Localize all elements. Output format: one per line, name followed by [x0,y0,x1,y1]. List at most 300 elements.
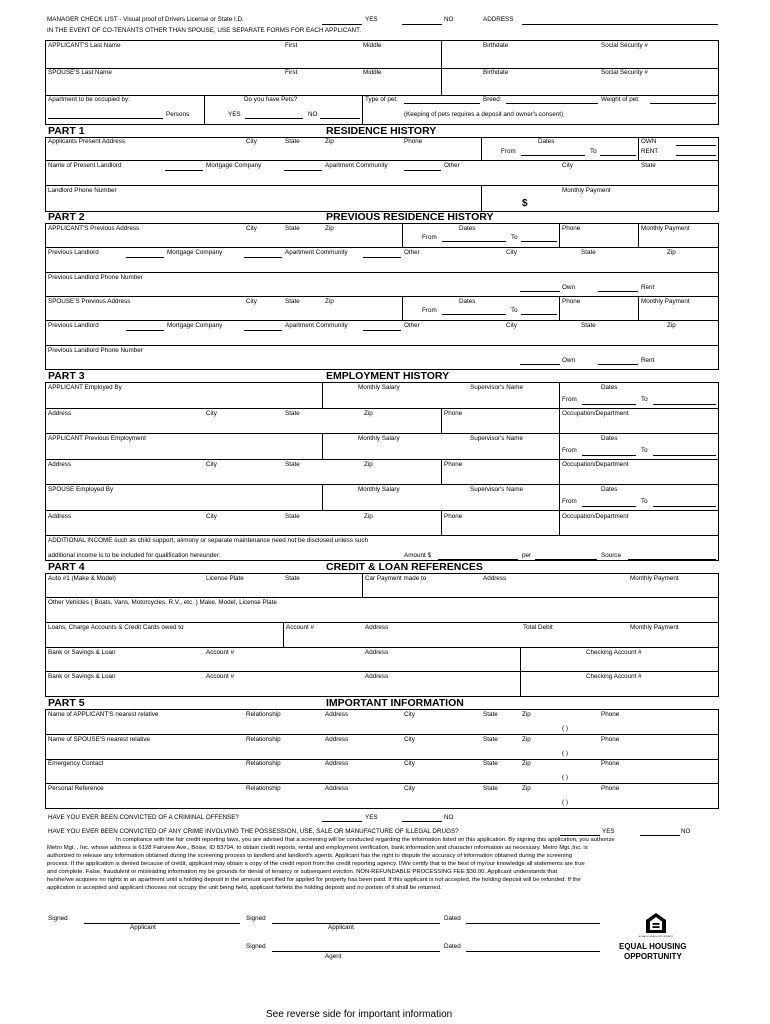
ssn-label: Social Security # [601,42,648,49]
to-line[interactable] [653,404,716,405]
rule [45,484,719,485]
ref-zip-label: Zip [522,711,531,718]
checklist-no-label: NO [444,16,454,23]
spouse-middle-name-label: Middle [363,69,382,76]
apartment-occupied-label: Apartment to be occupied by: [48,96,130,103]
rule [45,382,719,383]
loan-account-label: Account # [286,624,315,631]
to-line[interactable] [600,155,636,156]
rule [45,709,719,710]
phone-label: Phone [404,138,423,145]
spouse-apt-community-label: Apartment Community [285,322,348,329]
rule [45,783,719,784]
landlord-state-label: State [641,162,656,169]
prev-landlord-zip-label: Zip [667,249,676,256]
rule [204,95,205,124]
bank-label: Bank or Savings & Loan [48,673,116,680]
prev-phone-label: Phone [562,225,581,232]
present-landlord-label: Name of Present Landlord [48,162,122,169]
spouse-landlord-zip-label: Zip [667,322,676,329]
auto-state-label: State [285,575,300,582]
additional-income-note: ADDITIONAL INCOME such as child support, alimony or separate maintenance need not be disclosed unless such [48,537,369,544]
legal-line: Metro Mgt. , Inc. whose address is 6128 Fairview Ave., Boise, ID 83704, to obtain credit reports, rental and employment verification, bank information and character information as necessary. Metro Mgt.,Inc. is [47,845,588,851]
dated-label-2: Dated [444,943,461,950]
first-name-label: First [285,42,298,49]
rule [322,382,323,408]
spouse-prev-city-label: City [246,298,257,305]
spouse-birthdate-label: Birthdate [483,69,509,76]
prev-dates-label: Dates [459,225,476,232]
criminal-yes-line[interactable] [322,821,362,822]
monthly-salary-label: Monthly Salary [358,486,400,493]
rule [362,95,363,124]
area-code: ( ) [562,725,568,732]
part5-title: IMPORTANT INFORMATION [326,697,464,709]
dated-label: Dated [444,915,461,922]
from-label: From [562,498,577,505]
landlord-city-label: City [562,162,573,169]
agent-signature-line[interactable] [272,951,440,952]
spouse-landlord-phone-label: Previous Landlord Phone Number [48,347,143,354]
rule [45,223,46,369]
spouse-prev-phone-label: Phone [562,298,581,305]
rule [45,160,719,161]
checklist-yes-label: YES [365,16,378,23]
rule [45,345,719,346]
spouse-prev-address-label: SPOUSE'S Previous Address [48,298,131,305]
prev-mortgage-check-line[interactable] [126,257,164,258]
legal-line: process. If the application is denied because of credit, applicant may obtain a copy of the credit report from the credit reporting agency. I/We certify that to the best of my/our knowledge all statements are true [47,861,585,867]
amount-label: Amount $ [404,552,431,559]
rule [45,510,719,511]
checklist-address-label: ADDRESS [483,16,514,23]
per-line[interactable] [535,559,597,560]
rule [45,137,46,211]
loan-address-label: Address [365,624,389,631]
applicant-signature-line[interactable] [84,923,240,924]
spouse-apt-check-line[interactable] [244,330,282,331]
rule [45,185,719,186]
occupation-label: Occupation/Department [562,513,629,520]
agent-caption: Agent [325,953,342,960]
dates-label: Dates [538,138,555,145]
from-line[interactable] [521,155,585,156]
own-label: OWN [641,138,657,145]
rule [520,647,521,696]
middle-name-label: Middle [363,42,382,49]
prev-other-check-line[interactable] [363,257,401,258]
employer-address-label: Address [48,461,72,468]
prev-landlord-city-label: City [506,249,517,256]
apt-community-label: Apartment Community [325,162,388,169]
agent-date-line[interactable] [466,951,600,952]
drugs-no-line[interactable] [640,835,680,836]
legal-line: In compliance with the fair credit reporting laws, you are advised that a screening will be conducted regarding the information listed on this application. By signing this application, you authorize [116,837,615,843]
rule [441,459,442,484]
present-address-label: Applicants Present Address [48,138,126,145]
rule [559,382,560,433]
monthly-payment-label: Monthly Payment [562,187,611,194]
equal-housing-icon [638,912,674,940]
signed-label: Signed [48,915,68,922]
rule [45,247,719,248]
rule [441,40,442,95]
pets-yes-label: YES [228,111,241,118]
prev-mortgage-label: Mortgage Company [167,249,223,256]
part4-label: PART 4 [48,561,85,573]
rule [559,296,560,320]
legal-line: application is accepted and applicant chooses not occupy the unit being held, applicant forfeits the holding deposit and no portion of it shall be returned. [47,885,442,891]
spouse-prev-dates-label: Dates [459,298,476,305]
rule [45,137,719,138]
prev-apt-check-line[interactable] [244,257,282,258]
bank-address-label: Address [365,673,389,680]
to-label: To [641,447,648,454]
legal-line: authorized to release any information obtained during the screening process to landlord and landlord's agents. Applicant has the right to dispute the accuracy of information obtained during the screening [47,853,573,859]
applicant-date-line[interactable] [466,923,600,924]
spouse-ssn-label: Social Security # [601,69,648,76]
prev-rent-line[interactable] [598,291,638,292]
employer-phone-label: Phone [444,410,463,417]
spouse-landlord-city-label: City [506,322,517,329]
rule [45,433,719,434]
applicant-last-name-label: APPLICANT'S Last Name [48,42,121,49]
rule [559,484,560,535]
supervisor-label: Supervisor's Name [470,384,523,391]
drugs-yes-label: YES [602,828,615,835]
ref-address-label: Address [325,736,349,743]
rule [638,223,639,247]
rule [638,296,639,320]
to-label: To [590,148,597,155]
monthly-salary-label: Monthly Salary [358,435,400,442]
part5-label: PART 5 [48,697,85,709]
relationship-label: Relationship [246,785,281,792]
drugs-question: HAVE YOU EVER BEEN CONVICTED OF ANY CRIME INVOLVING THE POSSESSION, USE, SALE OR MANUFACTURE OF ILLEGAL DRUGS? [48,828,459,835]
applicant-caption: Applicant [130,924,156,931]
ref-zip-label: Zip [522,785,531,792]
rule [45,459,719,460]
rent-label: RENT [641,148,659,155]
pets-yes-line[interactable] [245,118,303,119]
rule [441,510,442,535]
ref-address-label: Address [325,760,349,767]
spouse-prev-state-label: State [285,298,300,305]
pets-note: (Keeping of pets requires a deposit and owner's consent) [404,111,564,118]
persons-line[interactable] [48,118,163,119]
supervisor-label: Supervisor's Name [470,435,523,442]
prev-rent-label: Rent [641,284,655,291]
ref-phone-label: Phone [601,760,620,767]
rule [45,647,719,648]
checklist-yes-line[interactable] [322,24,362,25]
total-debit-label: Total Debit [523,624,553,631]
prev-landlord-state-label: State [581,249,596,256]
area-code: ( ) [562,799,568,806]
loans-label: Loans, Charge Accounts & Credit Cards owed to [48,624,184,631]
apt-community-check-line[interactable] [284,170,322,171]
from-line[interactable] [582,455,636,456]
dollar-sign: $ [522,198,528,209]
checking-account-label: Checking Account # [586,673,642,680]
pet-type-line[interactable] [404,103,480,104]
ref-phone-label: Phone [601,785,620,792]
employer-state-label: State [285,410,300,417]
pets-no-line[interactable] [320,118,360,119]
other-vehicles-label: Other Vehicles ( Boats, Vans, Motorcycles, R.V., etc. ) Make, Model, License Plate [48,599,277,606]
to-line[interactable] [653,455,716,456]
pets-question: Do you have Pets? [244,96,298,103]
spouse-prev-to-label: To [511,307,518,314]
spouse-prev-from-line[interactable] [442,314,506,315]
svg-text:EQUAL HOUSING OPPORTUNITY: EQUAL HOUSING OPPORTUNITY [638,936,674,938]
rule [322,484,323,510]
own-line[interactable] [676,145,716,146]
pet-weight-label: Weight of pet: [601,96,640,103]
license-plate-label: License Plate [206,575,244,582]
rule [45,40,719,41]
part4-title: CREDIT & LOAN REFERENCES [326,561,483,573]
checklist-no-line[interactable] [402,24,442,25]
applicant-employed-label: APPLICANT Employed By [48,384,122,391]
signed-label-3: Signed [246,943,266,950]
other-check-line[interactable] [404,170,441,171]
prev-address-label: APPLICANT'S Previous Address [48,225,140,232]
employer-zip-label: Zip [364,461,373,468]
rent-line[interactable] [676,155,716,156]
rule [45,408,719,409]
pet-type-label: Type of pet: [365,96,398,103]
footer-note: See reverse side for important information [266,1009,453,1020]
city-label: City [246,138,257,145]
criminal-no-label: NO [444,814,454,821]
ref-phone-label: Phone [601,736,620,743]
criminal-no-line[interactable] [402,821,442,822]
ref-zip-label: Zip [522,760,531,767]
car-payment-address-label: Address [483,575,507,582]
employer-address-label: Address [48,410,72,417]
employer-city-label: City [206,410,217,417]
rule [45,535,719,536]
prev-to-label: To [511,234,518,241]
spouse-prev-landlord-label: Previous Landlord [48,322,99,329]
additional-income-note-2: additional income is to be included for qualification hereunder. [48,552,221,559]
rule [638,137,639,160]
rule [45,272,719,273]
prev-state-label: State [285,225,300,232]
cotenants-note: IN THE EVENT OF CO-TENANTS OTHER THAN SPOUSE, USE SEPARATE FORMS FOR EACH APPLICANT. [47,27,361,34]
spouse-mortgage-check-line[interactable] [126,330,164,331]
from-line[interactable] [582,404,636,405]
loan-monthly-payment-label: Monthly Payment [630,624,679,631]
employer-zip-label: Zip [364,513,373,520]
per-label: per [522,552,532,559]
mortgage-check-line[interactable] [165,170,203,171]
prev-monthly-payment-label: Monthly Payment [641,225,690,232]
co-applicant-signature-line[interactable] [272,923,440,924]
ref-state-label: State [483,785,498,792]
prev-from-line[interactable] [442,241,506,242]
spouse-other-check-line[interactable] [363,330,401,331]
supervisor-label: Supervisor's Name [470,486,523,493]
rule [45,573,719,574]
rule [718,137,719,211]
opportunity-label: OPPORTUNITY [624,952,682,961]
applicant-prev-employment-label: APPLICANT Previous Employment [48,435,146,442]
employer-zip-label: Zip [364,410,373,417]
employer-state-label: State [285,461,300,468]
spouse-prev-from-label: From [422,307,437,314]
checklist-address-line[interactable] [522,24,718,25]
dates-label: Dates [601,486,618,493]
prev-city-label: City [246,225,257,232]
from-label: From [562,447,577,454]
co-applicant-caption: Applicant [328,924,354,931]
ref-address-label: Address [325,785,349,792]
spouse-landlord-state-label: State [581,322,596,329]
ref-city-label: City [404,736,415,743]
monthly-salary-label: Monthly Salary [358,384,400,391]
bank-address-label: Address [365,649,389,656]
prev-apt-community-label: Apartment Community [285,249,348,256]
criminal-yes-label: YES [365,814,378,821]
from-line[interactable] [582,506,636,507]
employer-state-label: State [285,513,300,520]
part3-label: PART 3 [48,370,85,382]
prev-landlord-phone-label: Previous Landlord Phone Number [48,274,143,281]
state-label: State [285,138,300,145]
rule [718,709,719,808]
spouse-prev-to-line[interactable] [521,314,557,315]
pet-weight-line[interactable] [650,103,716,104]
checking-account-label: Checking Account # [586,649,642,656]
rule [362,573,363,597]
drugs-yes-line[interactable] [560,835,600,836]
part2-label: PART 2 [48,211,85,223]
rule [45,709,46,808]
auto-label: Auto #1 (Make & Model) [48,575,116,582]
prev-other-label: Other [404,249,420,256]
rule [441,408,442,433]
spouse-last-name-label: SPOUSE'S Last Name [48,69,112,76]
rule [481,185,482,211]
criminal-question: HAVE YOU EVER BEEN CONVICTED OF A CRIMINAL OFFENSE? [48,814,239,821]
relationship-label: Relationship [246,736,281,743]
car-monthly-payment-label: Monthly Payment [630,575,679,582]
employer-city-label: City [206,513,217,520]
ref-phone-label: Phone [601,711,620,718]
legal-line: he/she/we acquires no rights in an apartment until a holding deposit in the amount specified for applied for property has been paid. If this applicant is not accepted, the holding deposit will be refunded. If the [47,877,581,883]
rule [481,137,482,160]
signed-label-2: Signed [246,915,266,922]
part3-title: EMPLOYMENT HISTORY [326,370,450,382]
relative-spouse-label: Name of SPOUSE'S nearest relative [48,736,150,743]
rule [283,622,284,647]
rule [559,223,560,247]
rule [718,573,719,696]
spouse-first-name-label: First [285,69,298,76]
rule [45,622,719,623]
prev-own-label: Own [562,284,575,291]
spouse-mortgage-label: Mortgage Company [167,322,223,329]
landlord-phone-label: Landlord Phone Number [48,187,117,194]
bank-account-label: Account # [206,673,235,680]
rule [718,40,719,124]
drugs-no-label: NO [681,828,691,835]
amount-line[interactable] [438,559,518,560]
spouse-own-line[interactable] [520,364,560,365]
spouse-employed-label: SPOUSE Employed By [48,486,114,493]
dates-label: Dates [601,384,618,391]
rule [45,671,719,672]
ref-state-label: State [483,711,498,718]
employer-phone-label: Phone [444,461,463,468]
persons-label: Persons [166,111,190,118]
part1-label: PART 1 [48,125,85,137]
other-label: Other [444,162,460,169]
employer-city-label: City [206,461,217,468]
ref-city-label: City [404,760,415,767]
rule [45,296,719,297]
birthdate-label: Birthdate [483,42,509,49]
spouse-prev-monthly-payment-label: Monthly Payment [641,298,690,305]
to-label: To [641,396,648,403]
pets-no-label: NO [308,111,318,118]
equal-housing-label: EQUAL HOUSING [619,942,687,951]
to-line[interactable] [653,506,716,507]
rule [45,808,719,809]
rule [402,296,403,320]
prev-from-label: From [422,234,437,241]
manager-checklist-label: MANAGER CHECK LIST - Visual proof of Drivers License or State I.D. [47,16,244,23]
part2-title: PREVIOUS RESIDENCE HISTORY [326,211,494,223]
from-label: From [501,148,516,155]
employer-address-label: Address [48,513,72,520]
area-code: ( ) [562,750,568,757]
pet-breed-label: Breed: [483,96,502,103]
prev-own-line[interactable] [520,291,560,292]
car-payment-label: Car Payment made to [365,575,427,582]
prev-to-line[interactable] [521,241,557,242]
source-line[interactable] [628,559,716,560]
relationship-label: Relationship [246,711,281,718]
bank-account-label: Account # [206,649,235,656]
employer-phone-label: Phone [444,513,463,520]
bank-label: Bank or Savings & Loan [48,649,116,656]
prev-zip-label: Zip [325,225,334,232]
ref-state-label: State [483,736,498,743]
rule [718,223,719,369]
emergency-contact-label: Emergency Contact [48,760,104,767]
ref-state-label: State [483,760,498,767]
spouse-own-label: Own [562,357,575,364]
source-label: Source [601,552,621,559]
occupation-label: Occupation/Department [562,410,629,417]
rule [718,382,719,560]
spouse-rent-line[interactable] [598,364,638,365]
occupation-label: Occupation/Department [562,461,629,468]
rule [45,223,719,224]
ref-zip-label: Zip [522,736,531,743]
rule [45,320,719,321]
mortgage-label: Mortgage Company [206,162,262,169]
rule [45,573,46,696]
part1-title: RESIDENCE HISTORY [326,125,437,137]
relative-applicant-label: Name of APPLICANT'S nearest relative [48,711,159,718]
relationship-label: Relationship [246,760,281,767]
rule [45,597,719,598]
pet-breed-line[interactable] [506,103,598,104]
